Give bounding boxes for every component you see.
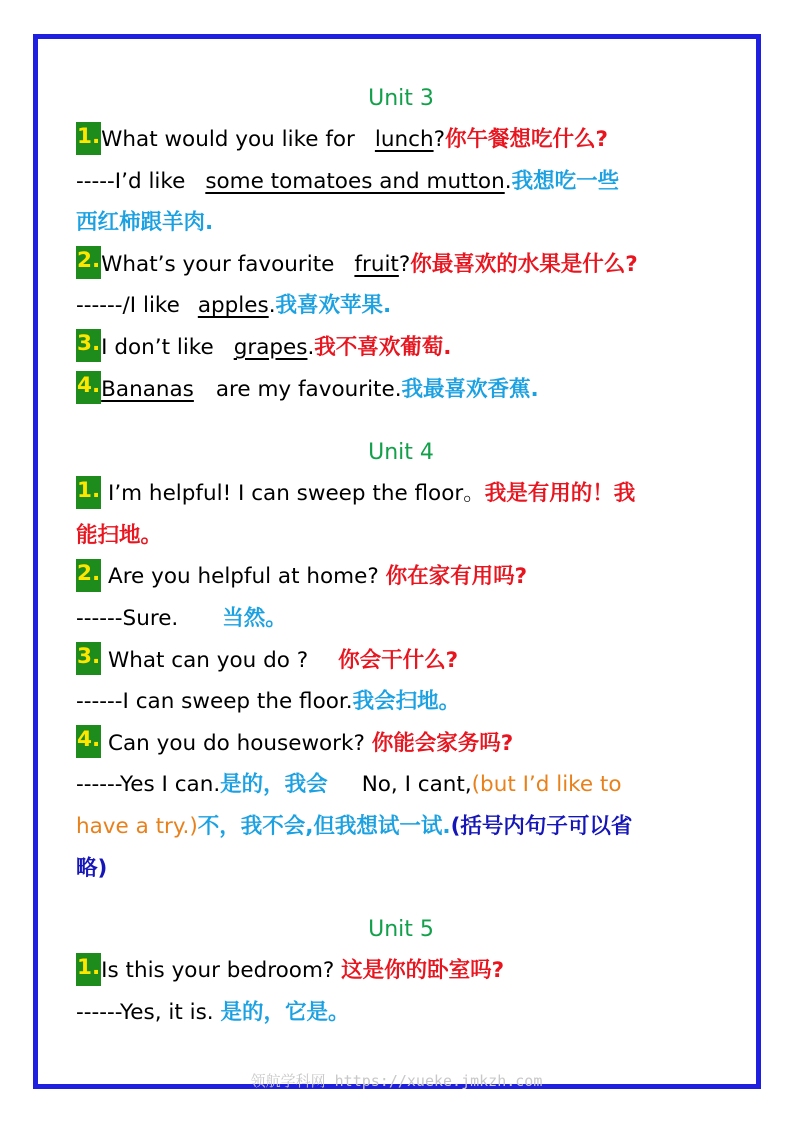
chinese-translation: 你在家有用吗? <box>385 564 528 590</box>
english-text: Are you helpful at home? <box>107 564 379 590</box>
unit-3-q1 <box>76 119 736 161</box>
unit-4-a2 <box>76 598 736 640</box>
english-text: I’m helpful! I can sweep the floor。 <box>107 481 485 507</box>
chinese-translation: 不，我不会,但我想试一试. <box>197 813 451 839</box>
unit-3-a2 <box>76 285 736 327</box>
unit-4-q4 <box>76 723 736 765</box>
english-text: are my favourite. <box>215 376 402 402</box>
item-number: 1. <box>76 953 101 986</box>
answer-blank: grapes <box>233 334 308 360</box>
unit-3-q4 <box>76 369 736 411</box>
chinese-translation: 我想吃一些 <box>511 168 620 194</box>
english-text: ------Yes, it is. <box>76 999 214 1025</box>
english-text: ------I can sweep the floor. <box>76 689 353 715</box>
chinese-translation: 你会干什么? <box>338 647 459 673</box>
chinese-translation: 我最喜欢香蕉. <box>401 376 539 402</box>
chinese-translation: 能扫地。 <box>76 522 163 548</box>
unit-5-a1 <box>76 992 736 1034</box>
unit-4-a4-cont <box>76 806 736 848</box>
item-number: 2. <box>76 246 101 279</box>
punctuation: . <box>504 168 512 194</box>
chinese-translation: 我不喜欢葡萄. <box>314 334 452 360</box>
chinese-translation: 你能会家务吗? <box>371 730 514 756</box>
english-text: ------/I like <box>76 293 180 319</box>
punctuation: ? <box>433 127 445 152</box>
answer-blank: lunch <box>374 127 434 152</box>
english-text: What can you do ? <box>107 647 309 673</box>
punctuation: ? <box>398 251 411 277</box>
chinese-translation: 你午餐想吃什么? <box>445 127 608 152</box>
chinese-translation: 我会扫地。 <box>352 689 461 715</box>
unit-4-q3 <box>76 640 736 682</box>
unit-4-q2 <box>76 556 736 598</box>
chinese-translation: 是的，我会 <box>220 772 328 798</box>
chinese-translation: 西红柿跟羊肉. <box>76 210 214 236</box>
item-number: 4. <box>76 371 101 404</box>
item-number: 3. <box>76 642 101 675</box>
chinese-translation: 我是有用的！我 <box>484 481 636 507</box>
punctuation: . <box>307 334 315 360</box>
english-text: What’s your favourite <box>101 251 335 277</box>
english-optional: have a try.) <box>76 813 198 839</box>
item-number: 4. <box>76 725 101 758</box>
unit-3-title: Unit 3 <box>368 86 434 111</box>
item-number: 3. <box>76 329 101 362</box>
english-text: No, I cant, <box>361 772 472 798</box>
unit-4-title: Unit 4 <box>368 440 434 466</box>
english-text: ------Yes I can. <box>76 772 221 798</box>
english-text: I don’t like <box>101 334 214 360</box>
note-text: 略) <box>76 855 108 881</box>
document-body <box>76 78 736 1033</box>
unit-5-q1 <box>76 950 736 992</box>
unit-4-note-cont <box>76 848 736 890</box>
chinese-translation: 你最喜欢的水果是什么? <box>410 251 638 277</box>
english-text: -----I’d like <box>76 168 186 194</box>
footer-watermark: 领航学科网 https://xueke.jmkzh.com <box>250 1072 543 1090</box>
unit-4-q1 <box>76 473 736 515</box>
unit-4-a3 <box>76 681 736 723</box>
unit-3-q2 <box>76 244 736 286</box>
chinese-translation: 这是你的卧室吗? <box>341 958 505 984</box>
answer-blank: Bananas <box>101 376 194 402</box>
item-number: 1. <box>76 476 101 509</box>
english-text: Is this your bedroom? <box>101 958 335 984</box>
unit-4-q1-cont <box>76 515 736 557</box>
answer-blank: fruit <box>354 251 399 277</box>
unit-3-a1 <box>76 161 736 203</box>
item-number: 1. <box>76 122 101 155</box>
chinese-translation: 当然。 <box>222 605 287 631</box>
punctuation: . <box>268 293 276 319</box>
chinese-translation: 是的，它是。 <box>220 999 350 1025</box>
note-text: (括号内句子可以省 <box>450 813 633 839</box>
english-text: ------Sure. <box>76 605 179 631</box>
chinese-translation: 我喜欢苹果. <box>275 293 392 319</box>
item-number: 2. <box>76 559 101 592</box>
english-optional: (but I’d like to <box>471 772 622 798</box>
english-text: Can you do housework? <box>107 730 365 756</box>
unit-5-title: Unit 5 <box>368 917 434 943</box>
answer-blank: some tomatoes and mutton <box>205 168 505 194</box>
unit-3-q3 <box>76 327 736 369</box>
english-text: What would you like for <box>101 127 355 152</box>
answer-blank: apples <box>197 293 269 319</box>
unit-4-a4 <box>76 764 736 806</box>
unit-3-a1-cont <box>76 202 736 244</box>
